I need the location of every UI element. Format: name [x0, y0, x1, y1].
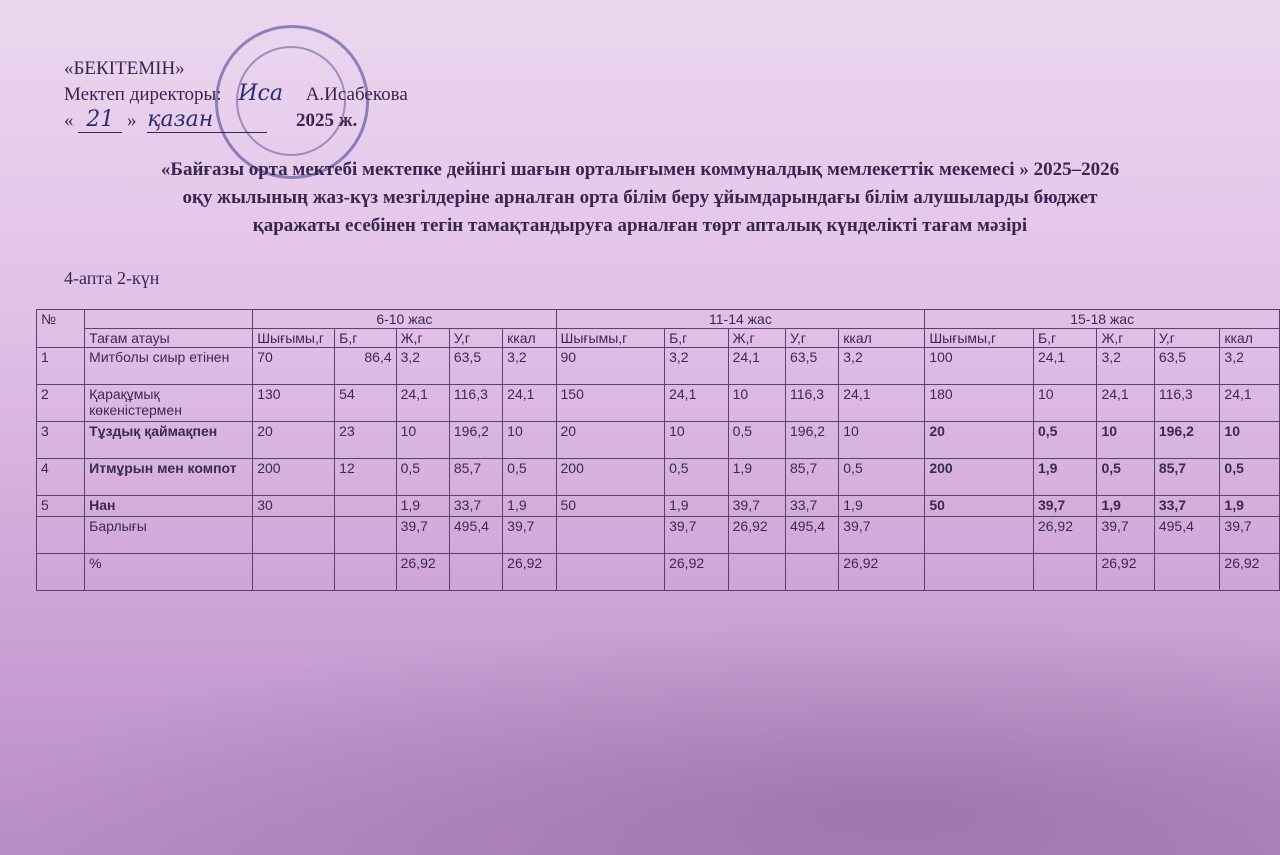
row-number: 3	[37, 422, 85, 459]
dish-name: Итмұрын мен компот	[85, 459, 253, 496]
row-number: 1	[37, 348, 85, 385]
director-label: Мектеп директоры:	[64, 84, 222, 105]
sub-header: Шығымы,г	[556, 329, 665, 348]
dish-name: Митболы сиыр етінен	[85, 348, 253, 385]
sub-header: Б,г	[335, 329, 396, 348]
sub-header: У,г	[1154, 329, 1220, 348]
value-cell: 39,7	[1097, 517, 1154, 554]
value-cell: 0,5	[1033, 422, 1097, 459]
row-number: 5	[37, 496, 85, 517]
value-cell: 116,3	[786, 385, 839, 422]
value-cell: 1,9	[503, 496, 556, 517]
value-cell: 26,92	[839, 554, 925, 591]
signature: Иса	[238, 81, 283, 106]
date-month: қазан	[147, 107, 267, 133]
dish-name: Тұздық қаймақпен	[85, 422, 253, 459]
sub-header: Шығымы,г	[925, 329, 1034, 348]
value-cell: 0,5	[665, 459, 729, 496]
value-cell: 196,2	[786, 422, 839, 459]
value-cell: 495,4	[449, 517, 502, 554]
value-cell: 24,1	[1220, 385, 1280, 422]
date-line	[64, 107, 408, 133]
group-header-6-10: 6-10 жас	[253, 310, 556, 329]
value-cell: 1,9	[396, 496, 449, 517]
col-num-header: №	[37, 310, 85, 348]
col-name-header: Тағам атауы	[85, 329, 253, 348]
value-cell: 1,9	[1033, 459, 1097, 496]
group-header-15-18: 15-18 жас	[925, 310, 1280, 329]
sub-header-row	[37, 329, 1280, 348]
value-cell: 3,2	[665, 348, 729, 385]
row-number: 2	[37, 385, 85, 422]
dish-name: Қарақұмық көкеністермен	[85, 385, 253, 422]
group-header-11-14: 11-14 жас	[556, 310, 925, 329]
table-row	[37, 348, 1280, 385]
value-cell: 1,9	[728, 459, 785, 496]
value-cell: 85,7	[449, 459, 502, 496]
value-cell: 3,2	[503, 348, 556, 385]
value-cell: 3,2	[1220, 348, 1280, 385]
percent-row	[37, 554, 1280, 591]
value-cell: 150	[556, 385, 665, 422]
value-cell: 100	[925, 348, 1034, 385]
row-number: 4	[37, 459, 85, 496]
value-cell: 33,7	[786, 496, 839, 517]
value-cell: 180	[925, 385, 1034, 422]
menu-table	[36, 309, 1280, 591]
value-cell: 10	[503, 422, 556, 459]
value-cell: 20	[253, 422, 335, 459]
document-title	[60, 156, 1220, 240]
value-cell: 10	[1220, 422, 1280, 459]
value-cell	[449, 554, 502, 591]
row-number	[37, 554, 85, 591]
date-year: 2025 ж.	[296, 110, 358, 131]
value-cell	[253, 517, 335, 554]
value-cell	[335, 554, 396, 591]
date-day: 21	[78, 107, 122, 133]
value-cell: 39,7	[728, 496, 785, 517]
value-cell: 63,5	[1154, 348, 1220, 385]
value-cell: 24,1	[665, 385, 729, 422]
value-cell: 85,7	[786, 459, 839, 496]
value-cell: 116,3	[1154, 385, 1220, 422]
value-cell: 39,7	[396, 517, 449, 554]
value-cell: 63,5	[449, 348, 502, 385]
total-row-label: Барлығы	[85, 517, 253, 554]
value-cell: 26,92	[503, 554, 556, 591]
value-cell: 0,5	[1097, 459, 1154, 496]
group-header-row	[37, 310, 1280, 329]
value-cell	[335, 496, 396, 517]
value-cell: 39,7	[839, 517, 925, 554]
value-cell: 50	[925, 496, 1034, 517]
sub-header: У,г	[786, 329, 839, 348]
value-cell: 1,9	[1097, 496, 1154, 517]
value-cell: 0,5	[396, 459, 449, 496]
value-cell: 39,7	[1033, 496, 1097, 517]
approval-heading: «БЕКІТЕМІН»	[64, 58, 185, 79]
value-cell: 0,5	[839, 459, 925, 496]
value-cell: 30	[253, 496, 335, 517]
date-close-quote: »	[127, 110, 137, 131]
value-cell: 90	[556, 348, 665, 385]
row-number	[37, 517, 85, 554]
title-line-2: оқу жылының жаз-күз мезгілдеріне арналған орта білім беру ұйымдарындағы білім алушыларды бюджет	[182, 187, 1098, 208]
value-cell: 70	[253, 348, 335, 385]
value-cell: 85,7	[1154, 459, 1220, 496]
sub-header: Ж,г	[396, 329, 449, 348]
value-cell: 20	[556, 422, 665, 459]
value-cell	[556, 554, 665, 591]
value-cell: 116,3	[449, 385, 502, 422]
sub-header: Б,г	[665, 329, 729, 348]
value-cell: 10	[728, 385, 785, 422]
value-cell: 24,1	[503, 385, 556, 422]
sub-header: ккал	[1220, 329, 1280, 348]
value-cell: 39,7	[665, 517, 729, 554]
value-cell: 10	[396, 422, 449, 459]
value-cell: 1,9	[1220, 496, 1280, 517]
value-cell	[1154, 554, 1220, 591]
value-cell: 196,2	[1154, 422, 1220, 459]
photo-shadow	[0, 615, 1280, 855]
value-cell	[925, 554, 1034, 591]
value-cell: 26,92	[1220, 554, 1280, 591]
value-cell: 3,2	[396, 348, 449, 385]
title-line-1: «Байғазы орта мектебі мектепке дейінгі шағын орталығымен коммуналдық мемлекеттік мекемесі » 2025–2026	[160, 159, 1120, 180]
value-cell: 10	[1097, 422, 1154, 459]
value-cell: 24,1	[396, 385, 449, 422]
value-cell: 495,4	[1154, 517, 1220, 554]
value-cell: 0,5	[1220, 459, 1280, 496]
value-cell: 63,5	[786, 348, 839, 385]
value-cell: 200	[556, 459, 665, 496]
table-row	[37, 496, 1280, 517]
value-cell: 33,7	[1154, 496, 1220, 517]
value-cell	[335, 517, 396, 554]
value-cell: 39,7	[1220, 517, 1280, 554]
date-open-quote: «	[64, 110, 74, 131]
value-cell	[728, 554, 785, 591]
total-row	[37, 517, 1280, 554]
value-cell: 3,2	[839, 348, 925, 385]
title-line-3: қаражаты есебінен тегін тамақтандыруға арналған төрт апталық күнделікті тағам мәзірі	[252, 215, 1028, 236]
value-cell: 200	[253, 459, 335, 496]
table-row	[37, 422, 1280, 459]
value-cell	[1033, 554, 1097, 591]
value-cell: 1,9	[839, 496, 925, 517]
sub-header: Шығымы,г	[253, 329, 335, 348]
value-cell	[925, 517, 1034, 554]
value-cell: 10	[665, 422, 729, 459]
sub-header: ккал	[503, 329, 556, 348]
table-row	[37, 459, 1280, 496]
value-cell: 33,7	[449, 496, 502, 517]
sub-header: ккал	[839, 329, 925, 348]
sub-header: Ж,г	[728, 329, 785, 348]
col-name-spacer	[85, 310, 253, 329]
value-cell: 26,92	[665, 554, 729, 591]
value-cell: 26,92	[1033, 517, 1097, 554]
value-cell	[556, 517, 665, 554]
day-label: 4-апта 2-күн	[64, 268, 160, 288]
value-cell: 3,2	[1097, 348, 1154, 385]
percent-row-label: %	[85, 554, 253, 591]
director-name: А.Исабекова	[305, 84, 408, 105]
value-cell: 26,92	[396, 554, 449, 591]
sub-header: Ж,г	[1097, 329, 1154, 348]
value-cell: 196,2	[449, 422, 502, 459]
value-cell: 26,92	[728, 517, 785, 554]
value-cell: 24,1	[839, 385, 925, 422]
value-cell: 86,4	[335, 348, 396, 385]
value-cell: 0,5	[503, 459, 556, 496]
value-cell: 10	[1033, 385, 1097, 422]
value-cell: 130	[253, 385, 335, 422]
value-cell: 20	[925, 422, 1034, 459]
approval-block	[64, 56, 408, 133]
value-cell: 24,1	[728, 348, 785, 385]
value-cell: 10	[839, 422, 925, 459]
sub-header: Б,г	[1033, 329, 1097, 348]
table-row	[37, 385, 1280, 422]
value-cell: 54	[335, 385, 396, 422]
director-line	[64, 81, 408, 107]
value-cell: 23	[335, 422, 396, 459]
value-cell: 24,1	[1033, 348, 1097, 385]
value-cell: 1,9	[665, 496, 729, 517]
value-cell: 200	[925, 459, 1034, 496]
value-cell: 0,5	[728, 422, 785, 459]
value-cell: 50	[556, 496, 665, 517]
value-cell	[253, 554, 335, 591]
dish-name: Нан	[85, 496, 253, 517]
value-cell: 39,7	[503, 517, 556, 554]
value-cell: 495,4	[786, 517, 839, 554]
value-cell: 24,1	[1097, 385, 1154, 422]
value-cell	[786, 554, 839, 591]
value-cell: 12	[335, 459, 396, 496]
sub-header: У,г	[449, 329, 502, 348]
value-cell: 26,92	[1097, 554, 1154, 591]
